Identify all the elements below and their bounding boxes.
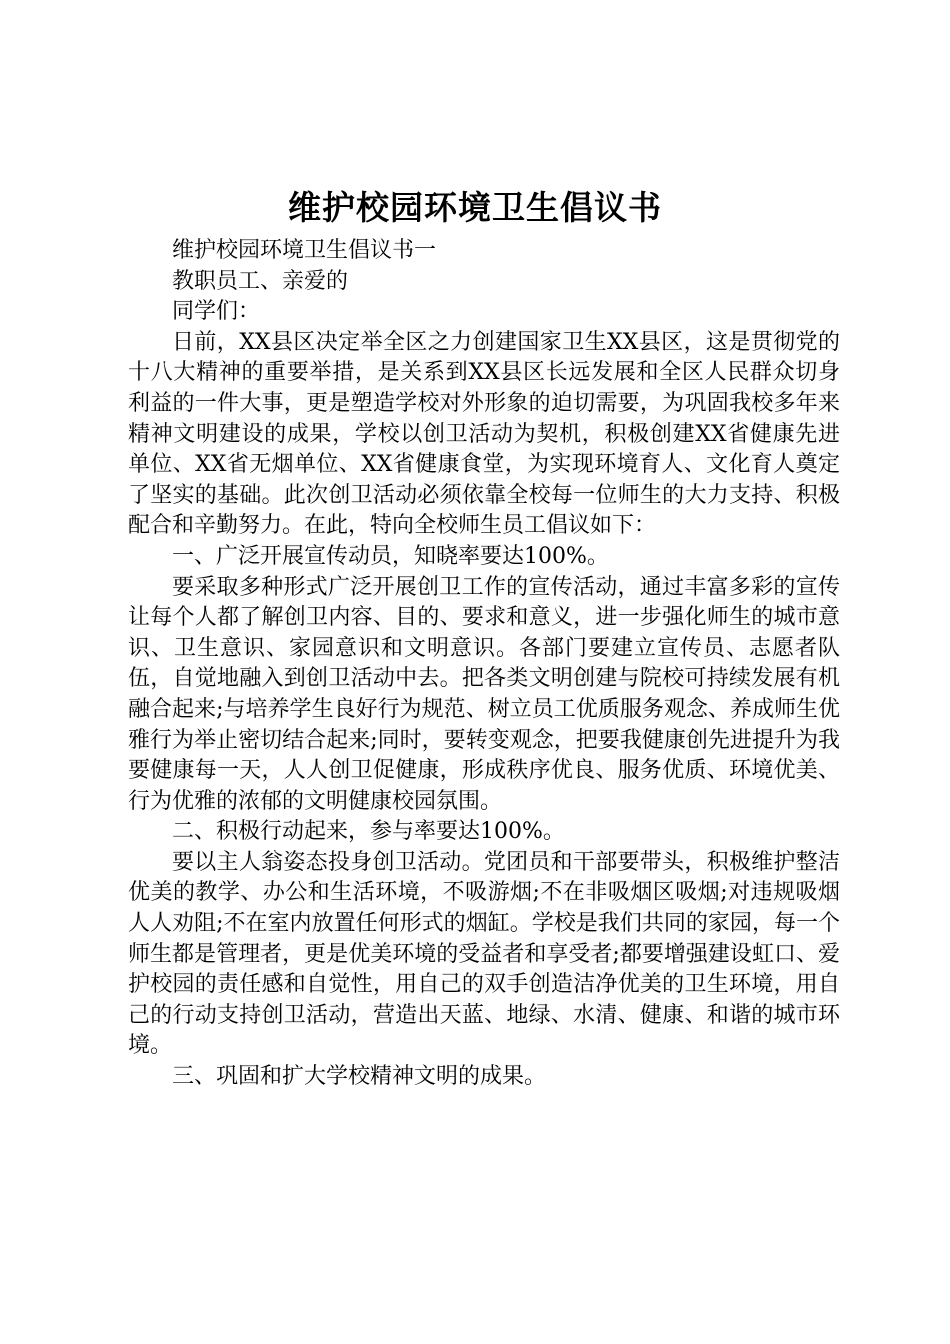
paragraph-heading-3: 三、巩固和扩大学校精神文明的成果。 (172, 1064, 547, 1090)
paragraph-body-2: 要以主人翁姿态投身创卫活动。党团员和干部要带头，积极维护整洁优美的教学、办公和生活环境，不吸游烟;不在非吸烟区吸烟;对违规吸烟人人劝阻;不在室内放置任何形式的烟缸。学校是我们共同的家园，每一个师生都是管理者，更是优美环境的受益者和享受者;都要增强建设虹口、爱护校园的责任感和自觉性，用自己的双手创造洁净优美的卫生环境，用自己的行动支持创卫活动，营造出天蓝、地绿、水清、健康、和谐的城市环境。 (128, 849, 840, 1059)
paragraph-intro: 日前，XX县区决定举全区之力创建国家卫生XX县区，这是贯彻党的十八大精神的重要举措，是关系到XX县区长远发展和全区人民群众切身利益的一件大事，更是塑造学校对外形象的迫切需要，为巩固我校多年来精神文明建设的成果，学校以创卫活动为契机，积极创建XX省健康先进单位、XX省无烟单位、XX省健康食堂，为实现环境育人、文化育人奠定了坚实的基础。此次创卫活动必须依靠全校每一位师生的大力支持、积极配合和辛勤努力。在此，特向全校师生员工倡议如下： (128, 329, 840, 539)
paragraph-salutation-1: 教职员工、亲爱的 (172, 268, 349, 294)
paragraph-salutation-2: 同学们： (172, 299, 261, 325)
document-title: 维护校园环境卫生倡议书 (288, 188, 662, 227)
paragraph-heading-1: 一、广泛开展宣传动员，知晓率要达100%。 (172, 543, 609, 569)
paragraph-body-1: 要采取多种形式广泛开展创卫工作的宣传活动，通过丰富多彩的宣传让每个人都了解创卫内容、目的、要求和意义，进一步强化师生的城市意识、卫生意识、家园意识和文明意识。各部门要建立宣传员、志愿者队伍，自觉地融入到创卫活动中去。把各类文明创建与院校可持续发展有机融合起来;与培养学生良好行为规范、树立员工优质服务观念、养成师生优雅行为举止密切结合起来;同时，要转变观念，把要我健康创先进提升为我要健康每一天，人人创卫促健康，形成秩序优良、服务优质、环境优美、行为优雅的浓郁的文明健康校园氛围。 (128, 574, 840, 814)
paragraph-heading-2: 二、积极行动起来，参与率要达100%。 (172, 819, 565, 845)
paragraph-subtitle: 维护校园环境卫生倡议书一 (172, 238, 437, 263)
document-body (128, 236, 840, 1093)
